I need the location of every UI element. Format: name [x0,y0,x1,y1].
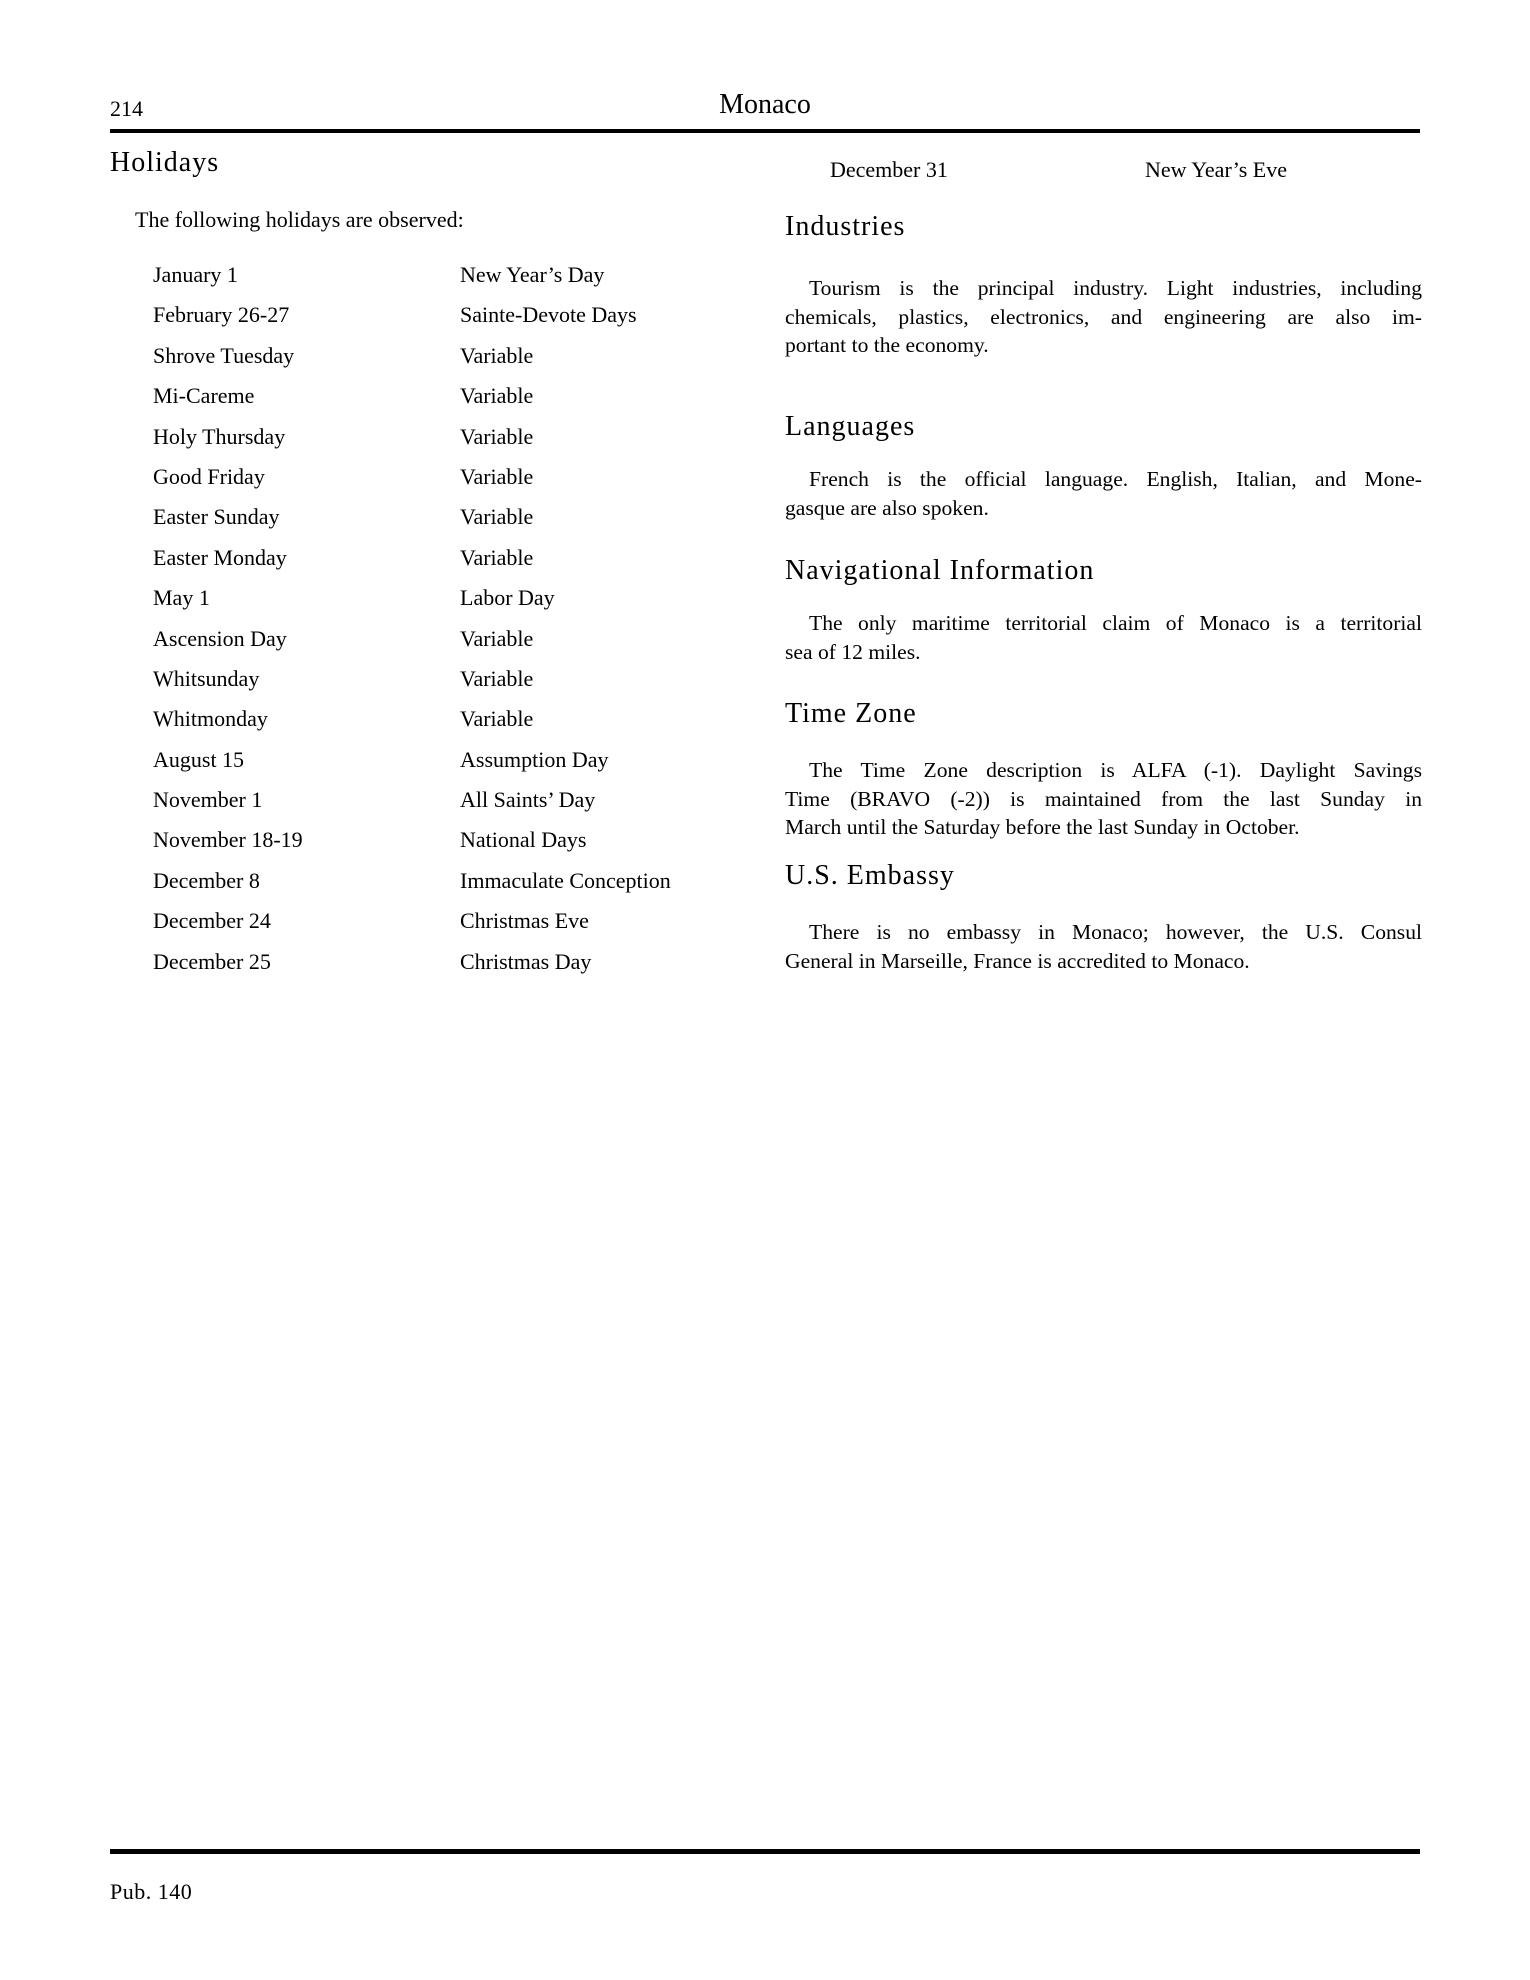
holiday-row [153,666,713,706]
holiday-name: Variable [460,342,534,368]
holiday-name: Variable [460,423,534,449]
holiday-row [153,868,713,908]
publication-label: Pub. 140 [110,1879,193,1904]
holiday-name: Variable [460,665,534,691]
holiday-name: Sainte-Devote Days [460,302,637,328]
holiday-name: National Days [460,827,587,853]
holiday-name: New Year’s Day [460,262,605,287]
holiday-name: Immaculate Conception [460,867,671,893]
section-title-time-zone: Time Zone [785,698,917,729]
section-title-industries: Industries [785,211,906,242]
holiday-name: Christmas Day [460,948,592,974]
paragraph-line: March until the Saturday before the last Sunday in October. [785,815,1300,839]
section-paragraph-languages [785,465,1422,522]
holiday-date: December 8 [153,867,260,893]
section-paragraph-time-zone [785,756,1422,842]
holidays-intro: The following holidays are observed: [135,207,464,232]
holiday-date: December 25 [153,948,271,974]
holiday-row [153,949,713,989]
holiday-date: Shrove Tuesday [153,342,295,368]
holiday-name: Variable [460,544,534,570]
holiday-name: Variable [460,463,534,489]
holiday-date: Mi-Careme [153,383,255,409]
holiday-date: January 1 [153,262,238,287]
holiday-row [785,157,1422,187]
holiday-date: February 26-27 [153,302,290,328]
holiday-name: Variable [460,706,534,732]
holiday-date: Holy Thursday [153,423,286,449]
holiday-date: Easter Monday [153,544,287,570]
holiday-date: May 1 [153,585,210,611]
holiday-row [153,908,713,948]
holiday-row [153,585,713,625]
right-column [785,0,1422,1100]
holiday-row [153,383,713,423]
paragraph-line: portant to the economy. [785,333,989,357]
paragraph-line: sea of 12 miles. [785,639,921,664]
holiday-row [153,262,713,302]
section-title-navigational-information: Navigational Information [785,555,1095,586]
holiday-row [153,545,713,585]
paragraph-line: Tourism is the principal industry. Light industries, including [809,276,1422,300]
holiday-row [153,504,713,544]
paragraph-line: The Time Zone description is ALFA (-1). Daylight Savings [809,758,1422,782]
holiday-date: Easter Sunday [153,504,280,530]
holiday-name: Assumption Day [460,746,609,772]
holiday-row [153,706,713,746]
section-paragraph-industries [785,274,1422,360]
holiday-row [153,787,713,827]
paragraph-line: chemicals, plastics, electronics, and engineering are also im- [785,304,1422,329]
holiday-name: Variable [460,625,534,651]
holiday-date: December 24 [153,908,271,934]
holiday-date: August 15 [153,746,245,772]
running-title: Monaco [719,89,811,120]
paragraph-line: gasque are also spoken. [785,495,989,520]
paragraph-line: Time (BRAVO (-2)) is maintained from the last Sunday in [785,786,1422,811]
holiday-row [153,464,713,504]
holiday-date: November 1 [153,787,263,813]
paragraph-line: French is the official language. English, Italian, and Mone- [809,467,1422,491]
holiday-table [153,262,713,989]
holiday-row [153,424,713,464]
holiday-date: Whitmonday [153,706,268,732]
paragraph-line: The only maritime territorial claim of Monaco is a territorial [809,611,1422,635]
page-number: 214 [110,96,143,121]
holiday-name: Variable [460,383,534,409]
holiday-date: Good Friday [153,463,265,489]
section-paragraph-u-s-embassy [785,918,1422,975]
holiday-row [153,747,713,787]
section-title-holidays: Holidays [110,147,220,178]
footer-rule [110,1849,1420,1854]
holiday-name: Labor Day [460,585,555,611]
paragraph-line: General in Marseille, France is accredited to Monaco. [785,948,1250,973]
holiday-row [153,626,713,666]
holiday-row [153,827,713,867]
section-title-languages: Languages [785,411,916,442]
holiday-row [153,343,713,383]
left-column [110,0,725,1100]
holiday-name: New Year’s Eve [1145,157,1287,182]
holiday-name: Christmas Eve [460,908,589,934]
section-title-u-s-embassy: U.S. Embassy [785,860,955,891]
holiday-name: Variable [460,504,534,530]
holiday-date: November 18-19 [153,827,303,853]
holiday-date: December 31 [830,157,948,182]
holiday-date: Ascension Day [153,625,287,651]
holiday-row [153,302,713,342]
paragraph-line: There is no embassy in Monaco; however, the U.S. Consul [809,920,1422,944]
holiday-name: All Saints’ Day [460,787,596,813]
holiday-date: Whitsunday [153,665,260,691]
section-paragraph-navigational-information [785,609,1422,666]
